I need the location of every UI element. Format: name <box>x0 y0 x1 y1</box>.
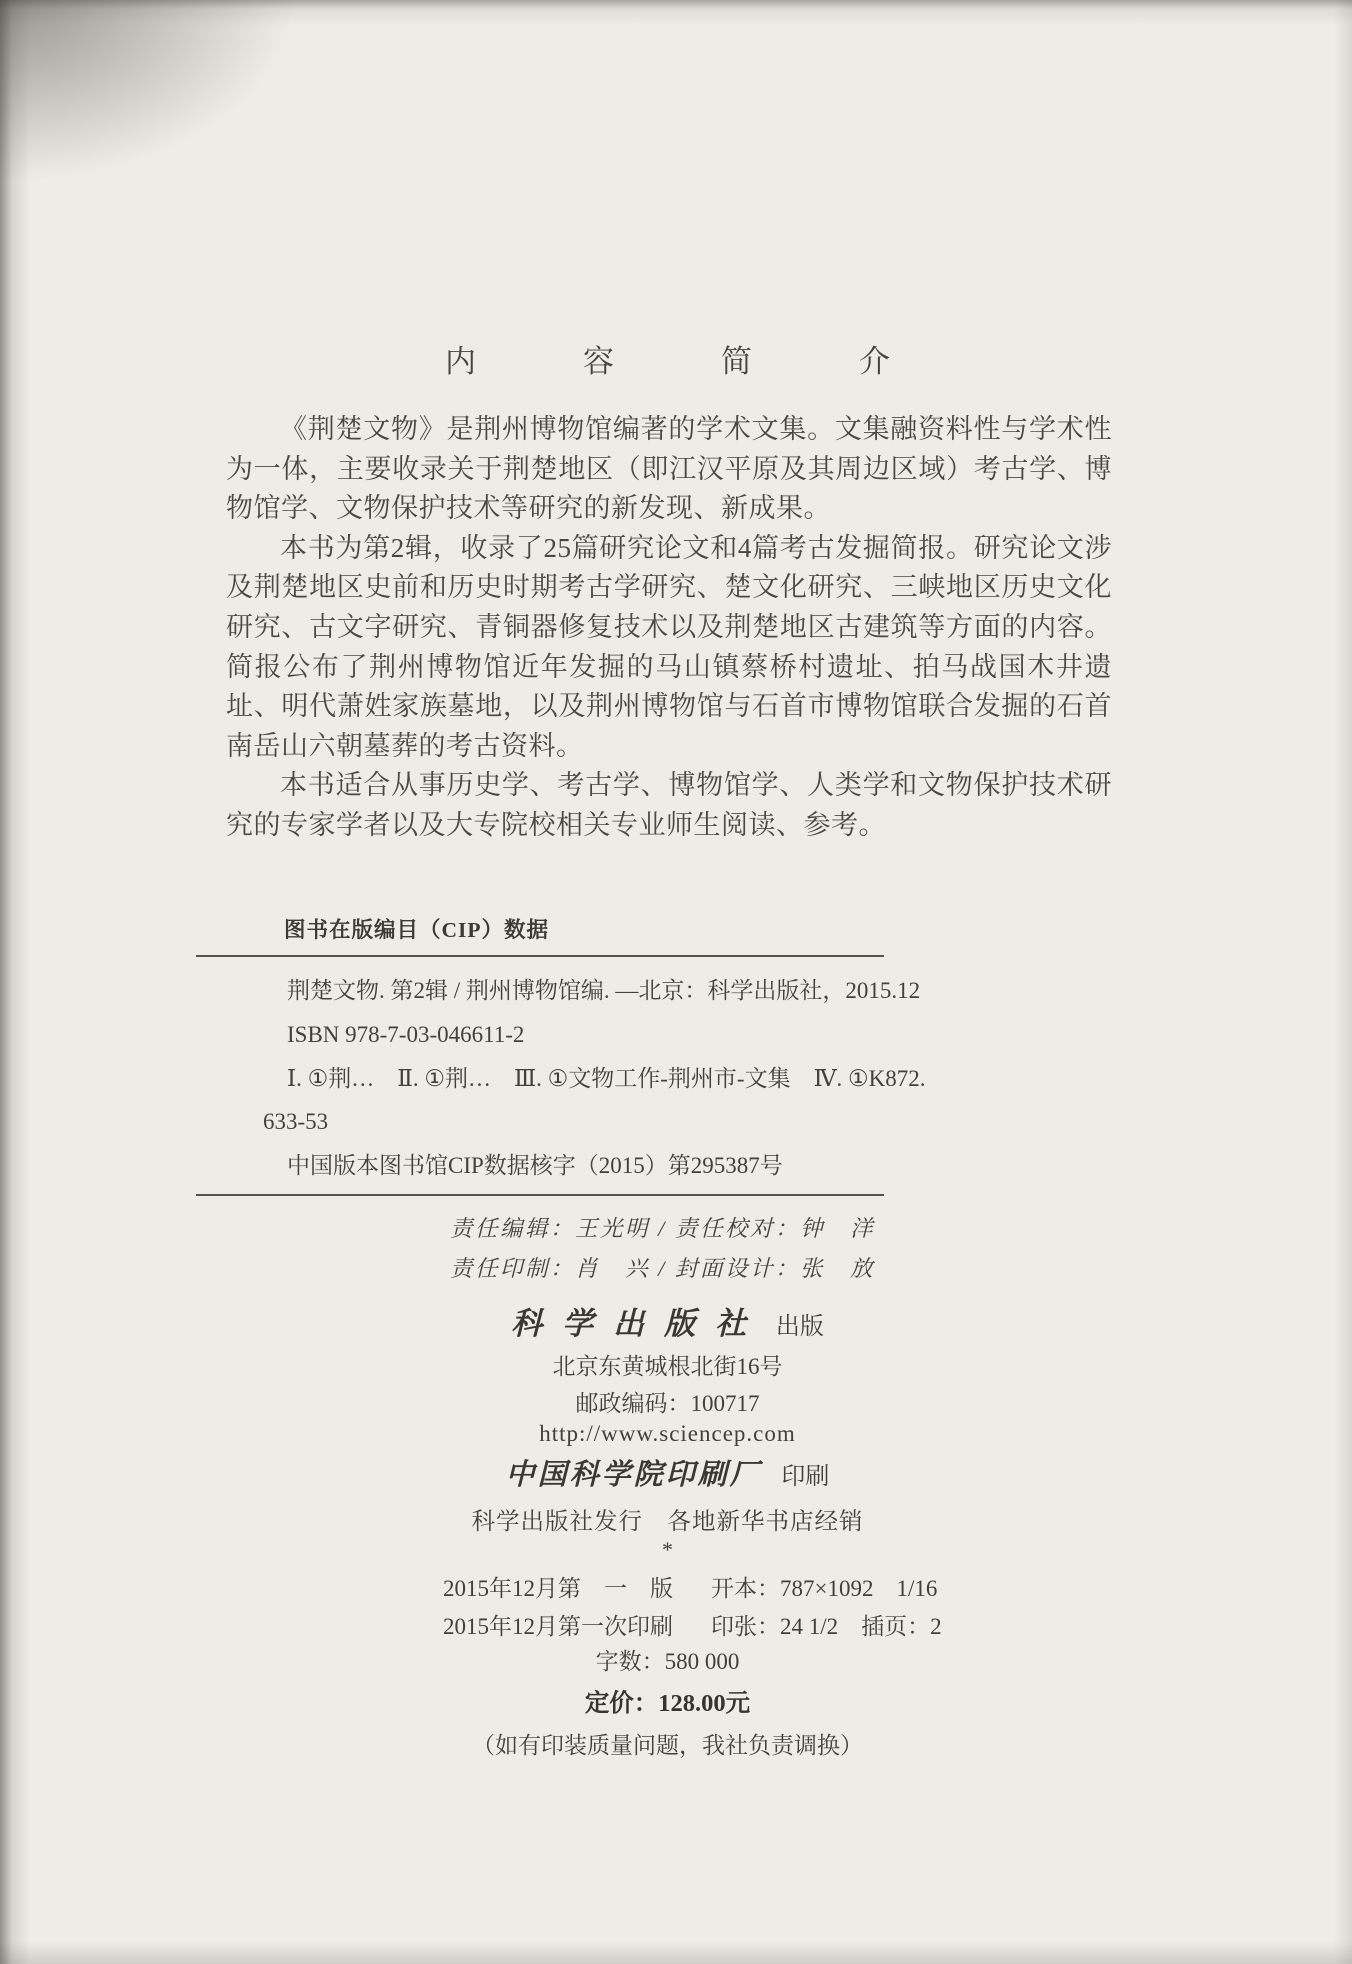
content-summary-body <box>226 410 1112 846</box>
cip-divider-bottom <box>196 1194 884 1196</box>
cip-catalog-line: 荆楚文物. 第2辑 / 荆州博物馆编. —北京：科学出版社，2015.12 <box>287 978 921 1003</box>
printing-row <box>443 1605 942 1643</box>
publisher-logo-text: 科学出版社 <box>511 1306 767 1341</box>
intro-paragraph-1: 《荆楚文物》是荆州博物馆编著的学术文集。文集融资料性与学术性为一体，主要收录关于荆楚地区（即江汉平原及其周边区域）考古学、博物馆学、文物保护技术等研究的新发现、新成果。 <box>226 414 1112 524</box>
staff-line-design: 责任印制：肖 兴 / 封面设计：张 放 <box>450 1256 876 1281</box>
postcode-line: 邮政编码：100717 <box>575 1391 760 1416</box>
printer-line <box>225 1452 1110 1493</box>
word-count-line: 字数：580 000 <box>595 1649 740 1674</box>
cip-heading: 图书在版编目（CIP）数据 <box>284 918 550 942</box>
format-spec: 开本：787×1092 1/16 <box>711 1575 938 1601</box>
printing-date: 2015年12月第一次印刷 <box>443 1613 673 1639</box>
publisher-line <box>225 1298 1110 1343</box>
quality-note: （如有印装质量问题，我社负责调换） <box>472 1733 863 1758</box>
cip-classification-line: Ⅰ. ①荆… Ⅱ. ①荆… Ⅲ. ①文物工作-荆州市-文集 Ⅳ. ①K872. <box>287 1065 926 1091</box>
edition-row <box>443 1567 942 1605</box>
printer-logo-text: 中国科学院印刷厂 <box>505 1459 762 1491</box>
printer-suffix: 印刷 <box>781 1464 830 1490</box>
publisher-address: 北京东黄城根北街16号 <box>552 1354 783 1379</box>
cip-classification-continuation: 633-53 <box>263 1109 329 1135</box>
staff-line-editors: 责任编辑：王光明 / 责任校对：钟 洋 <box>450 1216 876 1241</box>
cip-registration-line: 中国版本图书馆CIP数据核字（2015）第295387号 <box>287 1153 783 1179</box>
intro-paragraph-3: 本书适合从事历史学、考古学、博物馆学、人类学和文物保护技术研究的专家学者以及大专院校相关专业师生阅读、参考。 <box>226 770 1112 840</box>
cip-isbn-line: ISBN 978-7-03-046611-2 <box>287 1021 525 1047</box>
content-summary-title: 内 容 简 介 <box>445 344 928 379</box>
staff-credits <box>450 1209 875 1289</box>
cip-divider-top <box>196 955 884 957</box>
intro-paragraph-2: 本书为第2辑，收录了25篇研究论文和4篇考古发掘简报。研究论文涉及荆楚地区史前和历史时期考古学研究、楚文化研究、三峡地区历史文化研究、古文字研究、青铜器修复技术以及荆楚地区古建筑等方面的内容。简报公布了荆州博物馆近年发掘的马山镇蔡桥村遗址、拍马战国木井遗址、明代萧姓家族墓地，以及荆州博物馆与石首市博物馆联合发掘的石首南岳山六朝墓葬的考古资料。 <box>226 532 1112 761</box>
publisher-suffix: 出版 <box>775 1314 824 1340</box>
edition-info-table <box>443 1567 942 1643</box>
price-line: 定价：128.00元 <box>584 1690 751 1717</box>
edition-date: 2015年12月第 一 版 <box>443 1575 673 1601</box>
star-divider: * <box>662 1537 673 1562</box>
sheets-spec: 印张：24 1/2 插页：2 <box>711 1613 942 1639</box>
website-url: http://www.sciencep.com <box>539 1421 796 1446</box>
distribution-line: 科学出版社发行 各地新华书店经销 <box>471 1509 864 1535</box>
cip-data-block <box>263 969 927 1188</box>
